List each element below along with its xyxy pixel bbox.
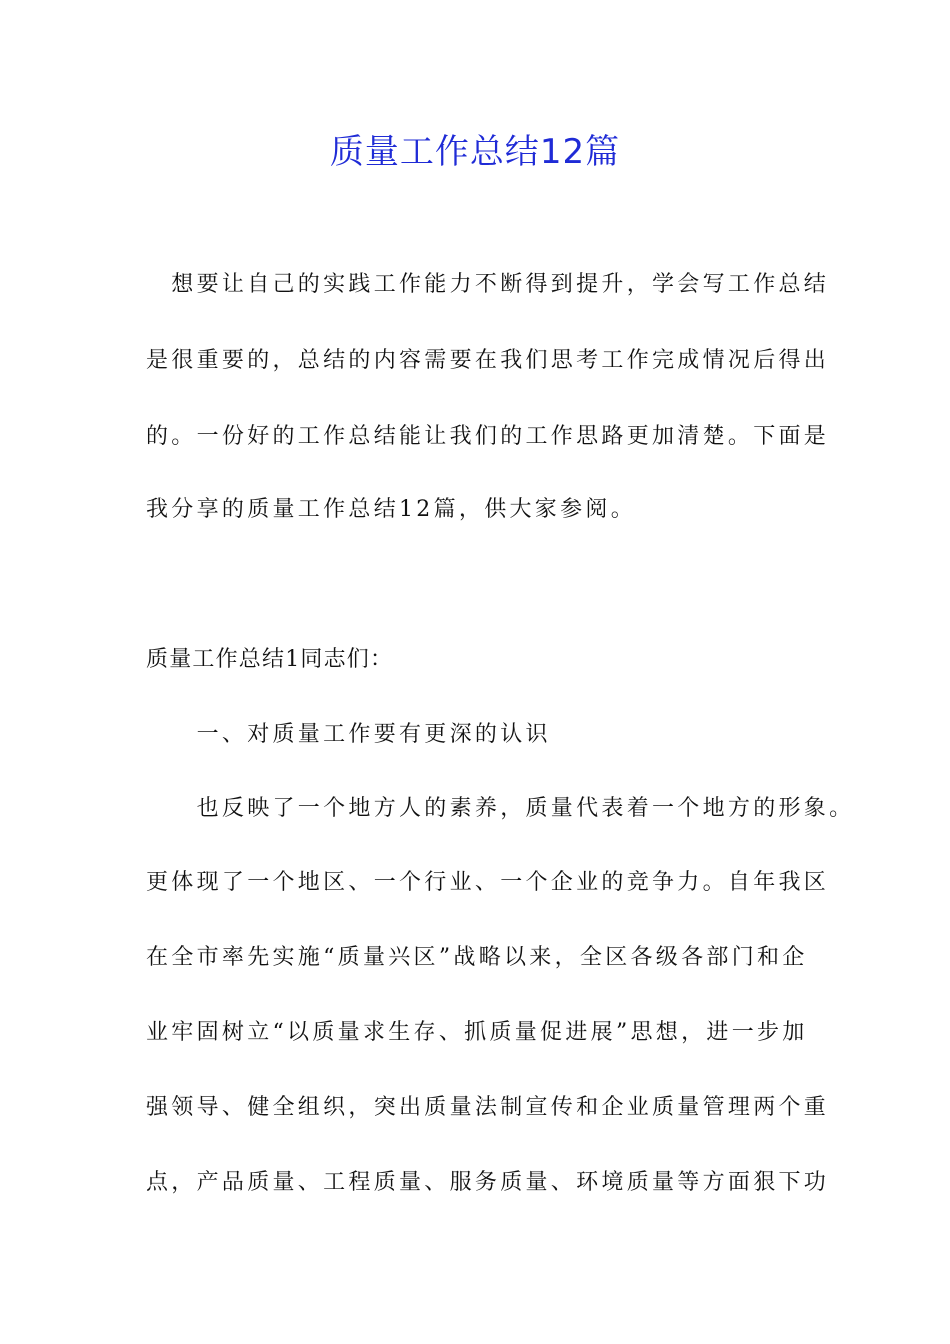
intro-line-2: 是很重要的，总结的内容需要在我们思考工作完成情况后得出 xyxy=(146,348,830,373)
section-heading: 质量工作总结1同志们： xyxy=(146,647,394,672)
body-line-4: 业牢固树立“以质量求生存、抓质量促进展”思想，进一步加 xyxy=(146,1020,808,1045)
intro-line-4: 我分享的质量工作总结12篇，供大家参阅。 xyxy=(146,497,636,522)
body-line-6: 点，产品质量、工程质量、服务质量、环境质量等方面狠下功 xyxy=(146,1170,830,1195)
document-title: 质量工作总结12篇 xyxy=(329,132,621,172)
intro-line-3: 的。一份好的工作总结能让我们的工作思路更加清楚。下面是 xyxy=(146,424,830,449)
body-line-1: 也反映了一个地方人的素养，质量代表着一个地方的形象。 xyxy=(146,796,855,821)
intro-line-1: 想要让自己的实践工作能力不断得到提升，学会写工作总结 xyxy=(146,272,830,297)
subsection-heading: 一、对质量工作要有更深的认识 xyxy=(146,722,551,747)
body-line-3: 在全市率先实施“质量兴区”战略以来，全区各级各部门和企 xyxy=(146,945,808,970)
body-line-2: 更体现了一个地区、一个行业、一个企业的竞争力。自年我区 xyxy=(146,870,830,895)
body-line-5: 强领导、健全组织，突出质量法制宣传和企业质量管理两个重 xyxy=(146,1095,830,1120)
